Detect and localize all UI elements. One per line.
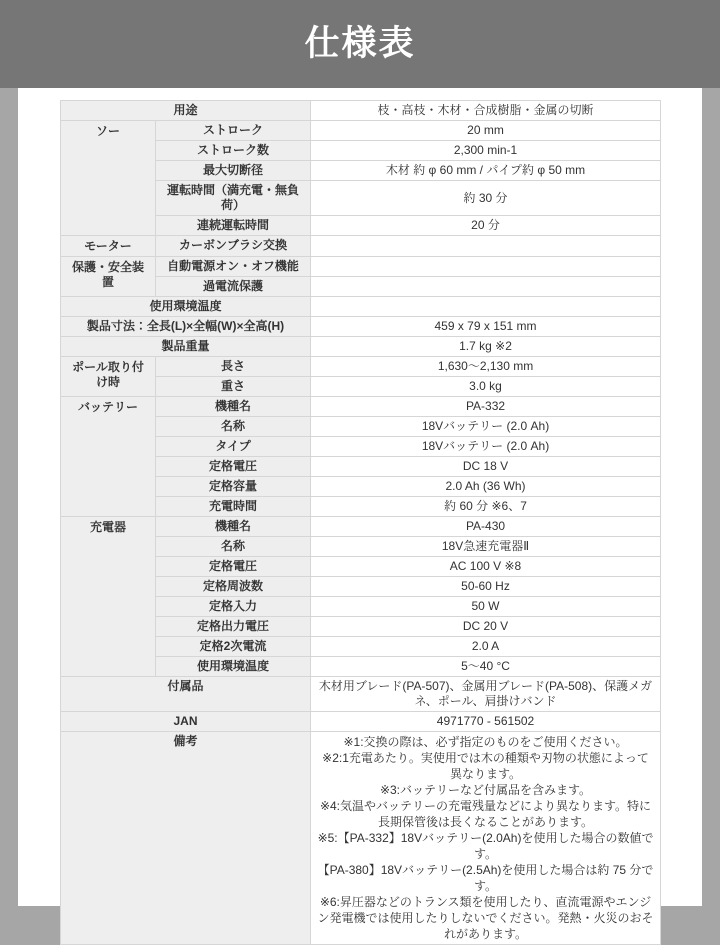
spec-group-cell: 保護・安全装置: [61, 257, 156, 297]
spec-label-cell: 連続運転時間: [156, 216, 311, 236]
table-row: [61, 517, 661, 537]
spec-value-cell: DC 20 V: [311, 617, 661, 637]
spec-value-cell: 約 30 分: [311, 181, 661, 216]
spec-label-cell: 機種名: [156, 397, 311, 417]
spec-label-cell: カーボンブラシ交換: [156, 236, 311, 257]
table-row: [61, 257, 661, 277]
spec-label-cell: 定格2次電流: [156, 637, 311, 657]
spec-value-cell: 木材 約 φ 60 mm / パイプ約 φ 50 mm: [311, 161, 661, 181]
page-title: 仕様表: [304, 24, 416, 63]
spec-label-cell: タイプ: [156, 437, 311, 457]
spec-label-cell: 使用環境温度: [156, 657, 311, 677]
spec-value-cell: 4971770 - 561502: [311, 712, 661, 732]
spec-label-cell: 長さ: [156, 357, 311, 377]
spec-value-cell: 2.0 A: [311, 637, 661, 657]
spec-label-cell: 重さ: [156, 377, 311, 397]
remark-line: ※2:1充電あたり。実使用では木の種類や刃物の状態によって異なります。: [322, 751, 649, 781]
spec-value-cell: 5～40 °C: [311, 657, 661, 677]
spec-label-cell: 定格電圧: [156, 557, 311, 577]
spec-value-cell: [311, 277, 661, 297]
spec-value-cell: PA-430: [311, 517, 661, 537]
spec-label-cell: 過電流保護: [156, 277, 311, 297]
spec-value-cell: 2,300 min-1: [311, 141, 661, 161]
spec-label-cell: 名称: [156, 537, 311, 557]
spec-label-cell: 名称: [156, 417, 311, 437]
table-row: [61, 337, 661, 357]
spec-value-cell: AC 100 V ※8: [311, 557, 661, 577]
table-row: [61, 732, 661, 945]
table-row: [61, 121, 661, 141]
spec-value-cell: 木材用ブレード(PA-507)、金属用ブレード(PA-508)、保護メガネ、ポール、肩掛けバンド: [311, 677, 661, 712]
remark-line: ※5:【PA-332】18Vバッテリー(2.0Ah)を使用した場合の数値です。: [317, 831, 654, 861]
spec-value-cell: 20 mm: [311, 121, 661, 141]
spec-value-cell: 18Vバッテリー (2.0 Ah): [311, 437, 661, 457]
spec-group-cell: モーター: [61, 236, 156, 257]
table-row: [61, 317, 661, 337]
spec-value-cell: [311, 297, 661, 317]
remark-line: ※4:気温やバッテリーの充電残量などにより異なります。特に長期保管後は長くなることがあります。: [319, 799, 652, 829]
spec-label-cell: 用途: [61, 101, 311, 121]
remark-line: ※6:昇圧器などのトランス類を使用したり、直流電源やエンジン発電機では使用したりしないでください。発熱・火災のおそれがあります。: [317, 895, 654, 941]
remark-line: 【PA-380】18Vバッテリー(2.5Ah)を使用した場合は約 75 分です。: [317, 863, 654, 893]
spec-label-cell: 運転時間（満充電・無負荷）: [156, 181, 311, 216]
spec-label-cell: JAN: [61, 712, 311, 732]
spec-value-cell: 20 分: [311, 216, 661, 236]
spec-label-cell: 付属品: [61, 677, 311, 712]
spec-value-cell: 50 W: [311, 597, 661, 617]
spec-value-cell: 1.7 kg ※2: [311, 337, 661, 357]
spec-value-cell: DC 18 V: [311, 457, 661, 477]
spec-value-cell: 枝・高枝・木材・合成樹脂・金属の切断: [311, 101, 661, 121]
table-row: [61, 712, 661, 732]
spec-value-cell: PA-332: [311, 397, 661, 417]
spec-group-cell: ソー: [61, 121, 156, 236]
spec-value-cell: 約 60 分 ※6、7: [311, 497, 661, 517]
spec-label-cell: 定格入力: [156, 597, 311, 617]
spec-label-cell: 定格容量: [156, 477, 311, 497]
spec-label-cell: 製品重量: [61, 337, 311, 357]
header-band: [0, 0, 720, 88]
table-row: [61, 101, 661, 121]
spec-value-cell: 1,630～2,130 mm: [311, 357, 661, 377]
spec-value-cell: 459 x 79 x 151 mm: [311, 317, 661, 337]
spec-value-cell: [311, 257, 661, 277]
spec-label-cell: 備考: [61, 732, 311, 945]
spec-value-cell: 2.0 Ah (36 Wh): [311, 477, 661, 497]
spec-label-cell: 使用環境温度: [61, 297, 311, 317]
table-row: [61, 677, 661, 712]
spec-value-cell: 3.0 kg: [311, 377, 661, 397]
spec-value-cell: [311, 236, 661, 257]
table-row: [61, 397, 661, 417]
spec-label-cell: 製品寸法：全長(L)×全幅(W)×全高(H): [61, 317, 311, 337]
spec-label-cell: 充電時間: [156, 497, 311, 517]
table-row: [61, 236, 661, 257]
spec-label-cell: ストローク: [156, 121, 311, 141]
spec-table: [60, 100, 661, 945]
table-row: [61, 357, 661, 377]
spec-card: [18, 88, 702, 941]
spec-group-cell: 充電器: [61, 517, 156, 677]
spec-label-cell: 定格電圧: [156, 457, 311, 477]
spec-label-cell: 定格出力電圧: [156, 617, 311, 637]
spec-group-cell: ポール取り付け時: [61, 357, 156, 397]
spec-label-cell: 定格周波数: [156, 577, 311, 597]
remark-line: ※1:交換の際は、必ず指定のものをご使用ください。: [343, 735, 628, 749]
spec-label-cell: ストローク数: [156, 141, 311, 161]
spec-label-cell: 最大切断径: [156, 161, 311, 181]
spec-label-cell: 自動電源オン・オフ機能: [156, 257, 311, 277]
spec-value-cell: 18Vバッテリー (2.0 Ah): [311, 417, 661, 437]
spec-value-cell: [311, 732, 661, 945]
remark-line: ※3:バッテリーなど付属品を含みます。: [379, 783, 592, 797]
spec-value-cell: 50-60 Hz: [311, 577, 661, 597]
spec-label-cell: 機種名: [156, 517, 311, 537]
spec-group-cell: バッテリー: [61, 397, 156, 517]
table-row: [61, 297, 661, 317]
spec-value-cell: 18V急速充電器Ⅱ: [311, 537, 661, 557]
